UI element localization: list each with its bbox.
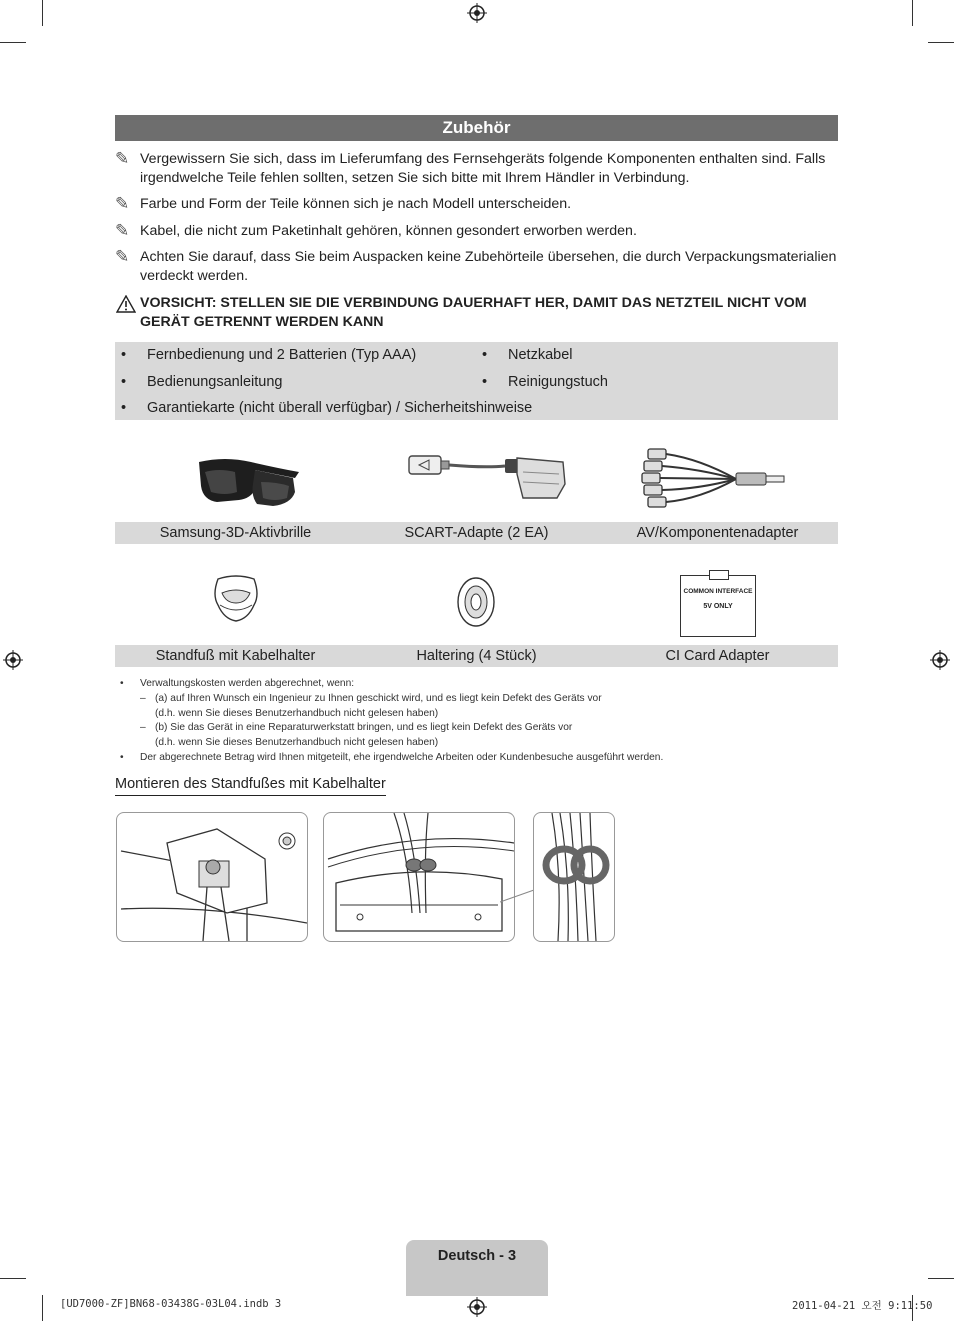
caption: AV/Komponentenadapter <box>636 525 799 541</box>
registration-mark-icon <box>930 650 950 670</box>
accessory-caption-row <box>115 645 838 667</box>
note-text: Kabel, die nicht zum Paketinhalt gehören, können gesondert erworben werden. <box>140 223 637 239</box>
print-file-info: [UD7000-ZF]BN68-03438G-03L04.indb 3 <box>60 1298 282 1310</box>
caution-text: VORSICHT: STELLEN SIE DIE VERBINDUNG DAUERHAFT HER, DAMIT DAS NETZTEIL NICHT VOM GERÄT GETRENNT WERDEN KANN <box>140 295 807 330</box>
ci-card-voltage-label: 5V ONLY <box>703 603 733 610</box>
retaining-ring-illustration <box>453 575 499 629</box>
caption: CI Card Adapter <box>665 648 770 664</box>
caption: Standfuß mit Kabelhalter <box>155 648 316 664</box>
crop-mark <box>0 42 26 43</box>
note <box>115 222 840 242</box>
mounting-heading: Montieren des Standfußes mit Kabelhalter <box>115 775 386 796</box>
note-pencil-icon: ✎ <box>115 221 130 240</box>
ci-card-adapter-illustration <box>680 575 756 637</box>
print-date-info: 2011-04-21 오전 9:11:50 <box>792 1300 933 1312</box>
footnote-dash: – <box>140 722 146 733</box>
footnote-text: (d.h. wenn Sie dieses Benutzerhandbuch nicht gelesen haben) <box>155 708 439 719</box>
footnote-text: (b) Sie das Gerät in eine Reparaturwerkstatt bringen, und es liegt kein Defekt des Geräts vor <box>155 722 573 733</box>
page-number-tab: Deutsch - 3 <box>406 1240 548 1296</box>
crop-mark <box>0 1278 26 1279</box>
accessory-list: • Fernbedienung und 2 Batterien (Typ AAA) • Netzkabel • Bedienungsanleitung • Reinigungstuch • Garantiekarte (nicht überall verfügbar) / Sicherheitshinweise <box>115 342 838 420</box>
note-pencil-icon: ✎ <box>115 247 130 266</box>
note <box>115 150 840 190</box>
mounting-step-1-illustration <box>116 812 308 942</box>
stand-with-cable-holder-illustration <box>210 575 262 625</box>
note-text: Achten Sie darauf, dass Sie beim Auspacken keine Zubehörteile übersehen, die durch Verpackungsmaterialien verdeckt werden. <box>140 249 837 284</box>
note-text: Vergewissern Sie sich, dass im Lieferumfang des Fernsehgeräts folgende Komponenten enthalten sind. Falls irgendwelche Teile fehlen sollten, setzen Sie sich bitte mit Ihrem Händler in Verbindung. <box>140 151 826 186</box>
footnote-text: (a) auf Ihren Wunsch ein Ingenieur zu Ihnen geschickt wird, und es liegt kein Defekt des Geräts vor <box>155 693 602 704</box>
footnote-text: Verwaltungskosten werden abgerechnet, wenn: <box>140 678 355 689</box>
footnote-dash: – <box>140 693 146 704</box>
mounting-detail-illustration <box>533 812 615 942</box>
warning-triangle-icon <box>116 295 136 313</box>
note-text: Farbe und Form der Teile können sich je nach Modell unterscheiden. <box>140 196 572 212</box>
caption: Haltering (4 Stück) <box>416 648 537 664</box>
3d-glasses-illustration <box>195 452 303 510</box>
crop-mark <box>928 1278 954 1279</box>
crop-mark <box>42 1295 43 1321</box>
caption: Samsung-3D-Aktivbrille <box>159 525 312 541</box>
accessory-caption-row <box>115 522 838 544</box>
footnote-text: (d.h. wenn Sie dieses Benutzerhandbuch nicht gelesen haben) <box>155 737 439 748</box>
note-pencil-icon: ✎ <box>115 149 130 168</box>
footnote-bullet: • <box>120 678 124 689</box>
caption: SCART-Adapte (2 EA) <box>404 525 549 541</box>
crop-mark <box>42 0 43 26</box>
footnote-bullet: • <box>120 752 124 763</box>
registration-mark-icon <box>467 1297 487 1317</box>
registration-mark-icon <box>467 3 487 23</box>
crop-mark <box>928 42 954 43</box>
registration-mark-icon <box>3 650 23 670</box>
scart-adapter-illustration <box>405 452 570 504</box>
mounting-step-2-illustration <box>323 812 515 942</box>
footnote-text: Der abgerechnete Betrag wird Ihnen mitgeteilt, ehe irgendwelche Arbeiten oder Kundenbesuche ausgeführt werden. <box>140 752 664 763</box>
av-component-adapter-illustration <box>640 445 790 517</box>
section-title: Zubehör <box>115 115 838 141</box>
note <box>115 195 840 215</box>
note <box>115 248 840 288</box>
crop-mark <box>912 0 913 26</box>
note-pencil-icon: ✎ <box>115 194 130 213</box>
ci-card-label: COMMON INTERFACE <box>683 588 753 595</box>
